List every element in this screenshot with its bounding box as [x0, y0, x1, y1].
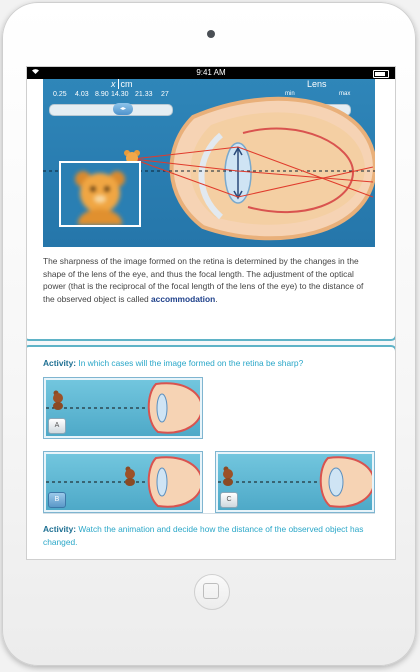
activity-2-question	[43, 523, 373, 548]
keyword-accommodation[interactable]: accommodation	[151, 293, 216, 304]
lens-max-label: max	[339, 91, 351, 97]
paragraph-text: The sharpness of the image formed on the retina is determined by the changes in the shape of the lens of the eye, and thus the focal length. The adjustment of the optical power (that is the reciprocal of the focal length of the lens of the eye) to the distance of the observed object is called	[43, 256, 364, 304]
tick-label: 14.30	[111, 91, 129, 98]
option-b-image[interactable]	[43, 451, 203, 513]
accommodation-paragraph	[43, 255, 375, 305]
tick-label: 27	[161, 91, 169, 98]
tick-label: 21.33	[135, 91, 153, 98]
paragraph-end: .	[215, 293, 218, 304]
option-a-button[interactable]: A	[48, 418, 66, 434]
option-c-button[interactable]: C	[220, 492, 238, 508]
activity-1-question	[43, 357, 363, 370]
tick-label: 4.03	[75, 91, 89, 98]
eye-scene-a	[46, 380, 200, 436]
tablet-device	[2, 2, 416, 666]
eye-scene-c	[218, 454, 372, 510]
distance-axis-label: x cm	[111, 79, 133, 89]
front-camera	[207, 30, 215, 38]
activity-text: Watch the animation and decide how the distance of the observed object has changed.	[43, 524, 364, 547]
option-b-button[interactable]: B	[48, 492, 66, 508]
lens-title: Lens	[307, 79, 327, 89]
home-button-icon	[203, 583, 219, 599]
divider	[43, 513, 375, 514]
distance-slider-thumb[interactable]: ◂▸	[113, 103, 133, 115]
battery-icon	[373, 70, 389, 78]
option-a-image[interactable]	[43, 377, 203, 439]
tick-label: 8.90	[95, 91, 109, 98]
activity-card	[27, 345, 395, 559]
lens-min-label: min	[285, 91, 295, 97]
status-time: 9:41 AM	[196, 68, 226, 77]
activity-label: Activity:	[43, 358, 77, 368]
screen	[26, 66, 396, 560]
eye-simulation[interactable]	[43, 79, 375, 247]
activity-label: Activity:	[43, 524, 77, 534]
activity-text: In which cases will the image formed on the retina be sharp?	[76, 358, 304, 368]
tick-label: 0.25	[53, 91, 67, 98]
status-bar	[27, 67, 395, 79]
eye-scene-b	[46, 454, 200, 510]
page-content[interactable]	[27, 79, 395, 559]
option-c-image[interactable]	[215, 451, 375, 513]
simulation-card	[27, 79, 395, 341]
retina-image-preview	[59, 161, 141, 227]
